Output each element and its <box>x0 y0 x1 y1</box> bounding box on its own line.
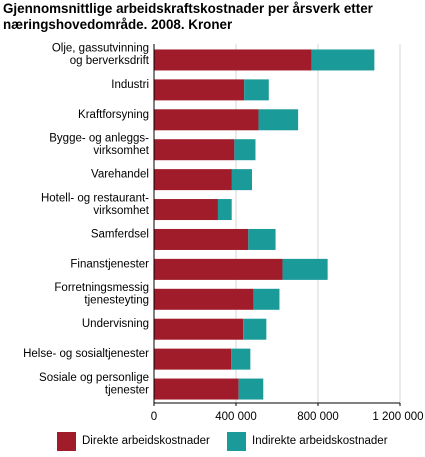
x-tick-label: 400 000 <box>215 411 257 423</box>
x-tick-label: 0 <box>150 411 158 423</box>
bar-direct <box>154 379 239 400</box>
category-labels <box>23 43 150 397</box>
legend-label-indirect: Indirekte arbeidskostnader <box>252 435 388 447</box>
x-tick-label: 1 200 000 <box>372 411 424 423</box>
category-label: virksomhet <box>93 144 149 157</box>
bar-indirect <box>253 289 279 310</box>
bar-direct <box>154 109 259 130</box>
category-label: og berverksdrift <box>69 55 149 68</box>
category-label: Forretningsmessig <box>54 282 149 295</box>
category-label: Helse- og sosialtjenester <box>23 348 149 361</box>
category-label: Kraftforsyning <box>78 108 149 121</box>
category-label: tjenesteyting <box>84 294 149 307</box>
bar-direct <box>154 169 232 190</box>
category-label: Hotell- og restaurant- <box>40 192 149 205</box>
x-tick-label: 800 000 <box>297 411 339 423</box>
bar-direct <box>154 289 253 310</box>
bar-direct <box>154 319 243 340</box>
legend-label-direct: Direkte arbeidskostnader <box>82 435 210 447</box>
bar-indirect <box>243 319 266 340</box>
chart-title-line-2: næringshovedområde. 2008. Kroner <box>3 17 233 32</box>
chart-title-line-1: Gjennomsnittlige arbeidskraftskostnader per årsverk etter <box>3 1 373 16</box>
bar-indirect <box>218 199 232 220</box>
category-label: virksomhet <box>93 204 149 217</box>
category-label: Sosiale og personlige <box>39 371 149 384</box>
bar-direct <box>154 79 244 100</box>
legend-swatch-direct <box>57 432 76 451</box>
bar-indirect <box>259 109 299 130</box>
bar-indirect <box>283 259 328 280</box>
category-label: Bygge- og anleggs- <box>49 132 149 145</box>
bar-indirect <box>248 229 275 250</box>
bar-direct <box>154 49 311 70</box>
category-label: tjenester <box>104 384 149 397</box>
bar-direct <box>154 349 231 370</box>
bar-direct <box>154 139 234 160</box>
bar-indirect <box>311 49 374 70</box>
category-label: Olje, gassutvinning <box>51 42 149 55</box>
category-label: Industri <box>111 78 149 91</box>
legend-item-indirect <box>227 430 388 452</box>
bar-direct <box>154 199 218 220</box>
bar-indirect <box>244 79 269 100</box>
category-label: Varehandel <box>91 168 149 181</box>
category-label: Samferdsel <box>90 228 149 241</box>
bar-direct <box>154 229 248 250</box>
legend-item-direct <box>57 430 210 452</box>
bar-indirect <box>232 169 252 190</box>
legend <box>0 430 425 454</box>
bar-indirect <box>239 379 264 400</box>
bars <box>154 49 374 399</box>
bar-direct <box>154 259 283 280</box>
category-label: Undervisning <box>81 318 149 331</box>
bar-indirect <box>231 349 250 370</box>
legend-swatch-indirect <box>227 432 246 451</box>
bar-indirect <box>234 139 255 160</box>
category-label: Finanstjenester <box>70 258 149 271</box>
